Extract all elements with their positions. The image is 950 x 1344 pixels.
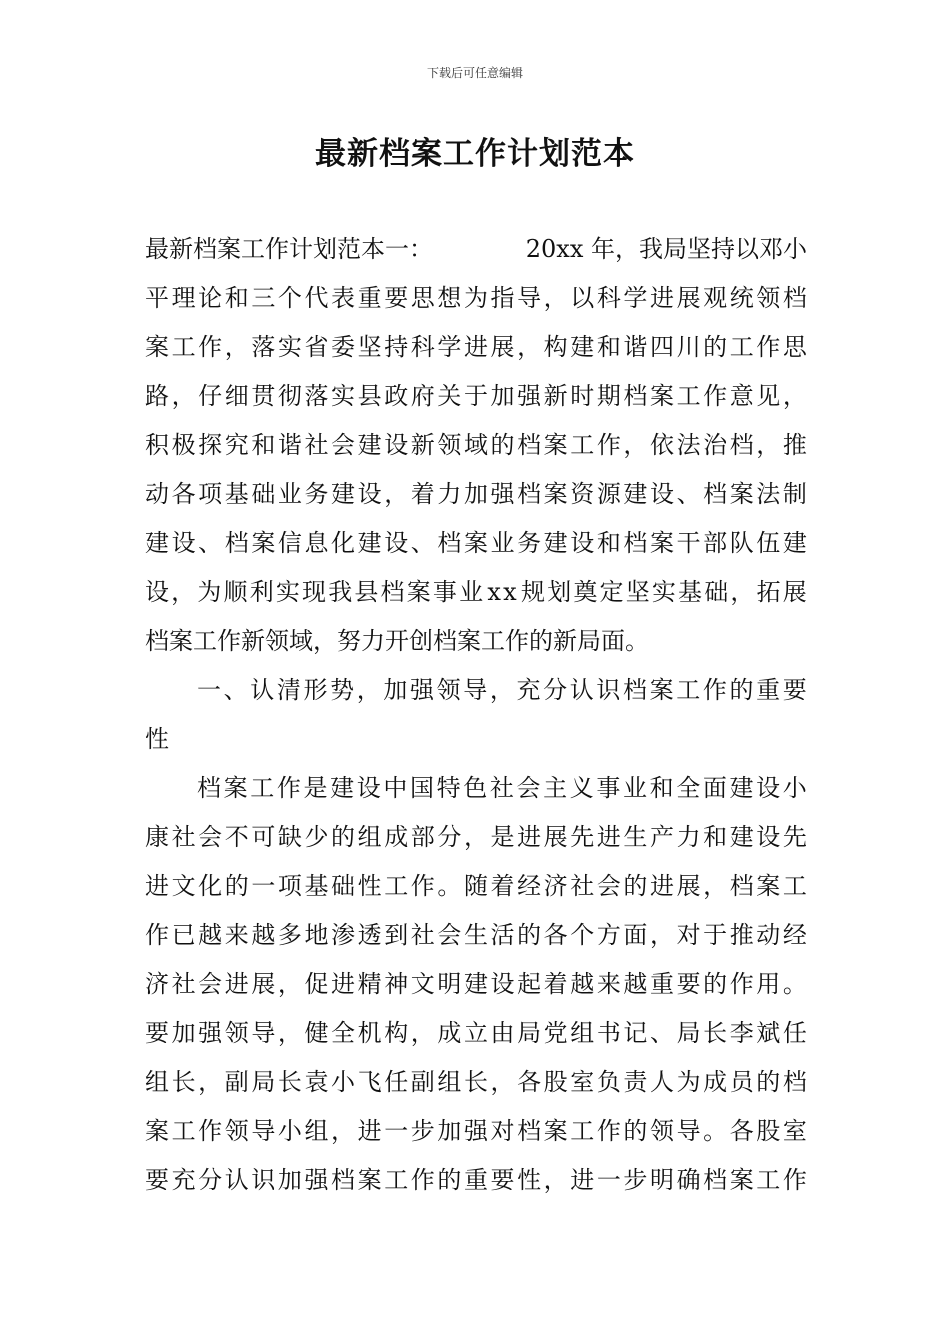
body-line: 康 社 会 不 可 缺 少 的 组 成 部 分 ， 是 进 展 先 进 生 产 力 和 建 设 先: [145, 823, 807, 851]
document-title: 最新档案工作计划范本: [315, 136, 635, 172]
document-body: [145, 225, 807, 1205]
body-line: 档案工作新领域，努力开创档案工作的新局面。: [145, 627, 649, 655]
body-line: 路 ， 仔 细 贯 彻 落 实 县 政 府 关 于 加 强 新 时 期 档 案 工 作 意 见 ，: [145, 382, 807, 410]
body-line: 建 设 、 档 案 信 息 化 建 设 、 档 案 业 务 建 设 和 档 案 干 部 队 伍 建: [145, 529, 807, 557]
body-line: 进 文 化 的 一 项 基 础 性 工 作 。 随 着 经 济 社 会 的 进 展 ， 档 案 工: [145, 872, 807, 900]
body-line: 要 充 分 认 识 加 强 档 案 工 作 的 重 要 性 ， 进 一 步 明 确 档 案 工 作: [145, 1166, 807, 1194]
body-line: 案 工 作 领 导 小 组 ， 进 一 步 加 强 对 档 案 工 作 的 领 导 。 各 股 室: [145, 1117, 807, 1145]
body-line: 作 已 越 来 越 多 地 渗 透 到 社 会 生 活 的 各 个 方 面 ， 对 于 推 动 经: [145, 921, 807, 949]
section-heading-line: 一 、 认 清 形 势 ， 加 强 领 导 ， 充 分 认 识 档 案 工 作 的 重 要: [197, 676, 807, 704]
body-line: 济 社 会 进 展 ， 促 进 精 神 文 明 建 设 起 着 越 来 越 重 要 的 作 用 。: [145, 970, 807, 998]
body-line: 要 加 强 领 导 ， 健 全 机 构 ， 成 立 由 局 党 组 书 记 、 局 长 李 斌 任: [145, 1019, 807, 1047]
section-heading-line: 性: [145, 725, 169, 753]
body-line: [145, 225, 807, 274]
body-line: 档 案 工 作 是 建 设 中 国 特 色 社 会 主 义 事 业 和 全 面 建 设 小: [197, 774, 807, 802]
body-line: 案 工 作 ， 落 实 省 委 坚 持 科 学 进 展 ， 构 建 和 谐 四 川 的 工 作 思: [145, 333, 807, 361]
line-segment: 最新档案工作计划范本一：: [145, 235, 433, 263]
line-segment: 20xx 年，我局坚持以邓小: [525, 235, 807, 263]
body-line: 积 极 探 究 和 谐 社 会 建 设 新 领 域 的 档 案 工 作 ， 依 法 治 档 ， 推: [145, 431, 807, 459]
body-line: 组 长 ， 副 局 长 袁 小 飞 任 副 组 长 ， 各 股 室 负 责 人 为 成 员 的 档: [145, 1068, 807, 1096]
body-line: 动 各 项 基 础 业 务 建 设 ， 着 力 加 强 档 案 资 源 建 设 、 档 案 法 制: [145, 480, 807, 508]
body-line: 平 理 论 和 三 个 代 表 重 要 思 想 为 指 导 ， 以 科 学 进 展 观 统 领 档: [145, 284, 807, 312]
body-line: 设 ， 为 顺 利 实 现 我 县 档 案 事 业 x x 规 划 奠 定 坚 实 基 础 ， 拓 展: [145, 578, 807, 606]
header-note: 下载后可任意编辑: [426, 66, 523, 80]
